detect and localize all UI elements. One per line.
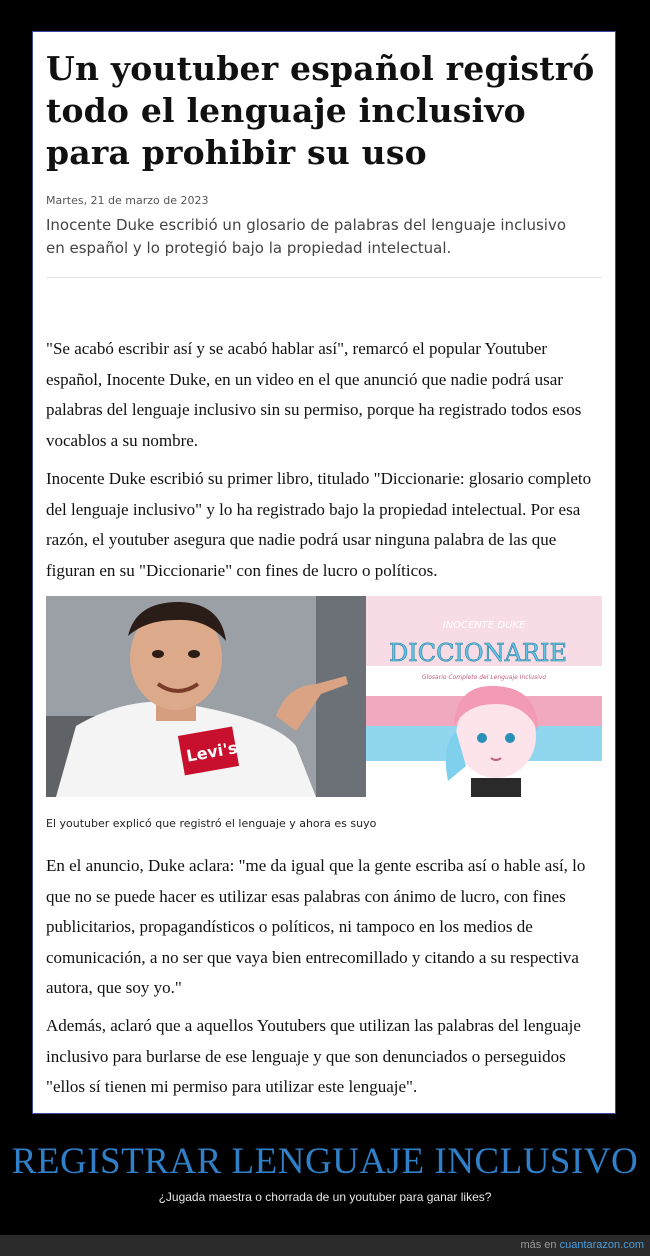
article-date: Martes, 21 de marzo de 2023 (46, 194, 209, 207)
footer-headline: REGISTRAR LENGUAJE INCLUSIVO (11, 1141, 639, 1182)
paragraph-3: En el anuncio, Duke aclara: "me da igual que la gente escriba así o hable así, lo que no se puede hacer es utilizar esas palabras con ánimo de lucro, con fines publicitarios, propagandísticos o políticos, ni tampoco en los medios de comunicación, a no ser que vaya bien entrecomillado y citando a su respectiva autora, que soy yo." (46, 856, 586, 997)
paragraph-2: Inocente Duke escribió su primer libro, titulado "Diccionarie: glosario completo del lenguaje inclusivo" y lo ha registrado bajo la propiedad intelectual. Por esa razón, el youtuber asegura que nadie podrá usar ninguna palabra de las que figuran en su "Diccionarie" con fines de lucro o políticos. (46, 469, 592, 580)
credit-bar (0, 1235, 650, 1256)
paragraph-1: "Se acabó escribir así y se acabó hablar así", remarcó el popular Youtuber español, Inocente Duke, en un video en el que anunció que nadie podrá usar palabras del lenguaje inclusivo sin su permiso, porque ha registrado todos esos vocablos a su nombre. (46, 339, 582, 450)
article-title: Un youtuber español registró todo el lenguaje inclusivo para prohibir su uso (46, 49, 595, 172)
footer-subline: ¿Jugada maestra o chorrada de un youtuber para ganar likes? (158, 1190, 492, 1204)
site-link[interactable]: cuantarazon.com (559, 1239, 644, 1251)
article-card (32, 31, 616, 1114)
article-lead: Inocente Duke escribió un glosario de palabras del lenguaje inclusivo en español y lo protegió bajo la propiedad intelectual. (46, 216, 567, 257)
book-author: INOCENTE DUKE (442, 620, 526, 631)
credit-prefix: más en (520, 1239, 557, 1251)
book-title: DICCIONARIE (388, 639, 568, 667)
shirt-logo-text: Levi's (184, 738, 239, 766)
paragraph-4: Además, aclaró que a aquellos Youtubers que utilizan las palabras del lenguaje inclusivo para burlarse de ese lenguaje y que son denunciados o perseguidos "ellos sí tienen mi permiso para utilizar este lenguaje". (46, 1016, 581, 1096)
article-photo (46, 596, 602, 797)
photo-caption: El youtuber explicó que registró el lenguaje y ahora es suyo (46, 817, 377, 830)
divider (46, 277, 602, 278)
site-credit (520, 1239, 644, 1251)
book-subtitle: Glosario Completo del Lenguaje Inclusivo (421, 674, 547, 681)
